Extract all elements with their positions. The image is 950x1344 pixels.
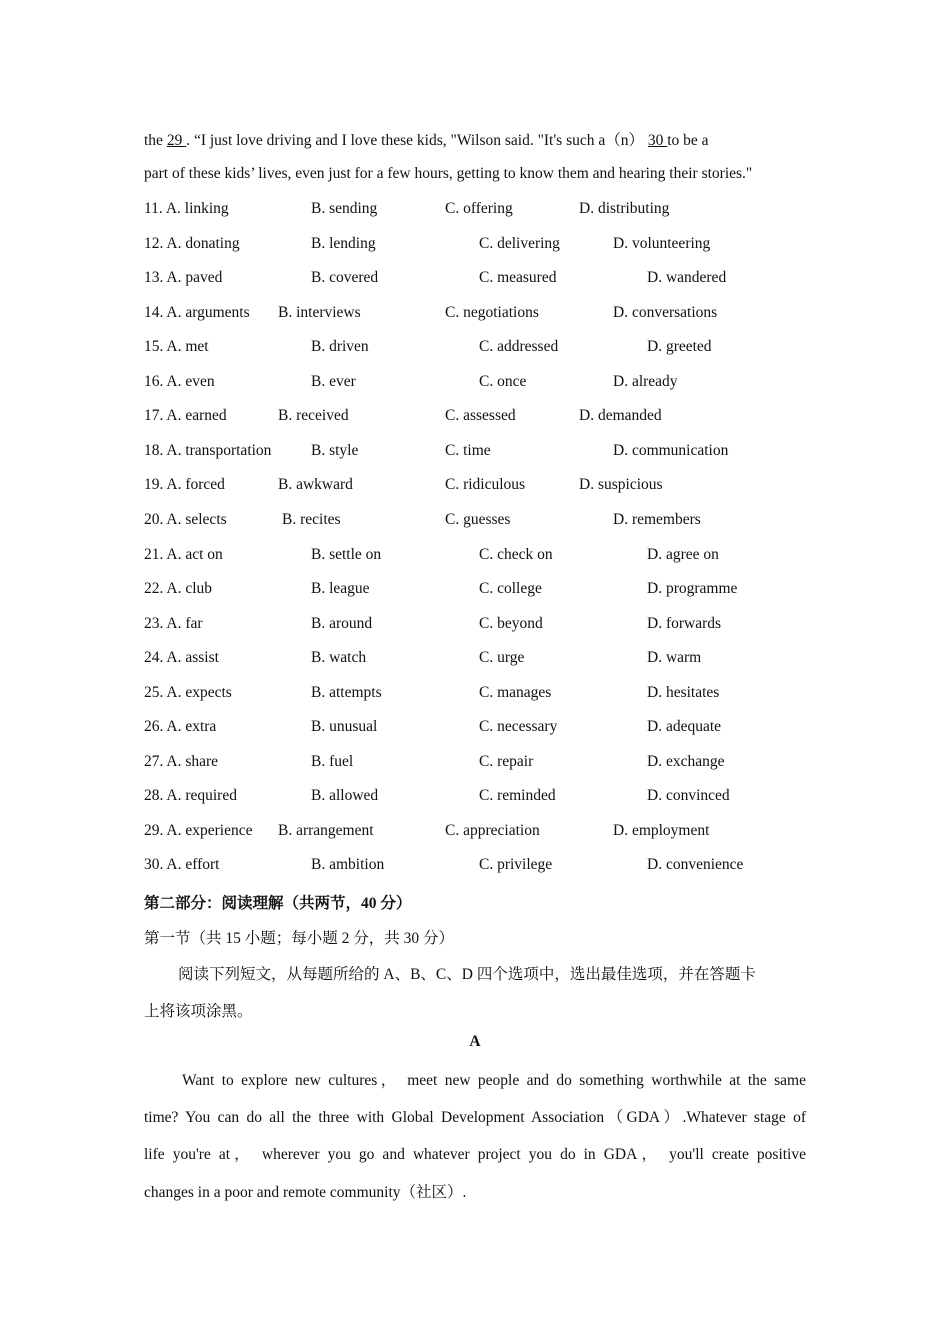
option-c: C. college — [479, 580, 542, 597]
question-11 — [144, 200, 824, 222]
option-d: D. convenience — [647, 856, 744, 873]
option-d: D. exchange — [647, 753, 725, 770]
option-d: D. distributing — [579, 200, 670, 217]
question-12 — [144, 235, 824, 257]
option-a: 21. A. act on — [144, 546, 223, 563]
question-15 — [144, 338, 824, 360]
option-c: C. reminded — [479, 787, 556, 804]
option-d: D. already — [613, 373, 678, 390]
option-c: C. check on — [479, 546, 553, 563]
option-c: C. ridiculous — [445, 476, 526, 493]
option-a: 23. A. far — [144, 615, 203, 632]
option-a: 25. A. expects — [144, 684, 232, 701]
question-16 — [144, 373, 824, 395]
option-d: D. agree on — [647, 546, 719, 563]
option-b: B. interviews — [278, 304, 361, 321]
text-fragment: . “I just love driving and I love these kids, "Wilson said. "It's such a（n） — [186, 132, 648, 149]
option-c: C. once — [479, 373, 527, 390]
option-b: B. recites — [282, 511, 341, 528]
option-b: B. arrangement — [278, 822, 374, 839]
option-d: D. forwards — [647, 615, 722, 632]
option-a: 14. A. arguments — [144, 304, 250, 321]
option-a: 24. A. assist — [144, 649, 219, 666]
option-d: D. communication — [613, 442, 729, 459]
option-a: 30. A. effort — [144, 856, 220, 873]
option-a: 19. A. forced — [144, 476, 225, 493]
option-a: 27. A. share — [144, 753, 219, 770]
option-c: C. beyond — [479, 615, 543, 632]
option-c: C. manages — [479, 684, 552, 701]
question-17 — [144, 407, 824, 429]
question-28 — [144, 787, 824, 809]
option-b: B. around — [311, 615, 373, 632]
option-d: D. wandered — [647, 269, 727, 286]
option-d: D. employment — [613, 822, 710, 839]
option-b: B. watch — [311, 649, 367, 666]
text-fragment: the — [144, 132, 167, 149]
option-c: C. addressed — [479, 338, 559, 355]
blank-30: 30 — [647, 132, 668, 149]
question-26 — [144, 718, 824, 740]
option-b: B. attempts — [311, 684, 382, 701]
question-19 — [144, 476, 824, 498]
question-21 — [144, 546, 824, 568]
option-d: D. suspicious — [579, 476, 663, 493]
option-c: C. appreciation — [445, 822, 540, 839]
question-25 — [144, 684, 824, 706]
option-a: 15. A. met — [144, 338, 209, 355]
question-23 — [144, 615, 824, 637]
question-14 — [144, 304, 824, 326]
option-b: B. league — [311, 580, 370, 597]
question-22 — [144, 580, 824, 602]
option-c: C. delivering — [479, 235, 560, 252]
option-c: C. privilege — [479, 856, 553, 873]
option-a: 22. A. club — [144, 580, 213, 597]
section-one-heading: 第一节（共 15 小题；每小题 2 分，共 30 分） — [144, 930, 455, 947]
option-b: B. received — [278, 407, 349, 424]
option-d: D. remembers — [613, 511, 701, 528]
option-b: B. fuel — [311, 753, 354, 770]
passage-a-line-4: changes in a poor and remote community（社区）. — [144, 1184, 467, 1201]
question-29 — [144, 822, 824, 844]
instruction-line-1: 阅读下列短文，从每题所给的 A、B、C、D 四个选项中，选出最佳选项，并在答题卡 — [178, 966, 756, 983]
option-b: B. style — [311, 442, 359, 459]
option-d: D. greeted — [647, 338, 712, 355]
option-a: 18. A. transportation — [144, 442, 272, 459]
option-c: C. guesses — [445, 511, 511, 528]
option-b: B. allowed — [311, 787, 379, 804]
option-a: 29. A. experience — [144, 822, 253, 839]
option-a: 13. A. paved — [144, 269, 223, 286]
option-a: 16. A. even — [144, 373, 215, 390]
question-13 — [144, 269, 824, 291]
option-a: 20. A. selects — [144, 511, 227, 528]
option-d: D. convinced — [647, 787, 730, 804]
option-b: B. covered — [311, 269, 379, 286]
option-a: 12. A. donating — [144, 235, 240, 252]
option-b: B. ever — [311, 373, 356, 390]
text-fragment: to be a — [667, 132, 709, 149]
passage-label: A — [469, 1033, 481, 1050]
option-a: 11. A. linking — [144, 200, 229, 217]
option-d: D. adequate — [647, 718, 722, 735]
option-b: B. settle on — [311, 546, 382, 563]
option-c: C. measured — [479, 269, 557, 286]
passage-tail-line-2: part of these kids’ lives, even just for a few hours, getting to know them and hearing their stories." — [144, 165, 753, 182]
question-20 — [144, 511, 824, 533]
option-b: B. lending — [311, 235, 376, 252]
option-a: 17. A. earned — [144, 407, 227, 424]
option-a: 26. A. extra — [144, 718, 217, 735]
passage-a-line-2: time? You can do all the three with Global Development Association（GDA）.Whatever stage of — [144, 1109, 806, 1126]
blank-29: 29 — [166, 132, 187, 149]
question-27 — [144, 753, 824, 775]
option-d: D. programme — [647, 580, 738, 597]
option-c: C. negotiations — [445, 304, 539, 321]
option-b: B. ambition — [311, 856, 385, 873]
option-d: D. volunteering — [613, 235, 711, 252]
option-c: C. necessary — [479, 718, 558, 735]
question-18 — [144, 442, 824, 464]
part-two-title: 第二部分：阅读理解（共两节，40 分） — [144, 895, 412, 912]
question-30 — [144, 856, 824, 878]
option-b: B. awkward — [278, 476, 353, 493]
option-c: C. offering — [445, 200, 513, 217]
option-d: D. hesitates — [647, 684, 720, 701]
option-c: C. urge — [479, 649, 525, 666]
option-a: 28. A. required — [144, 787, 237, 804]
question-24 — [144, 649, 824, 671]
option-b: B. unusual — [311, 718, 378, 735]
instruction-line-2: 上将该项涂黑。 — [144, 1003, 253, 1020]
option-c: C. repair — [479, 753, 534, 770]
option-b: B. sending — [311, 200, 378, 217]
option-b: B. driven — [311, 338, 369, 355]
option-d: D. warm — [647, 649, 702, 666]
passage-a-line-3: life you're at， wherever you go and whatever project you do in GDA， you'll create positive — [144, 1146, 806, 1163]
passage-a-line-1: Want to explore new cultures， meet new people and do something worthwhile at the same — [182, 1072, 806, 1089]
option-d: D. demanded — [579, 407, 662, 424]
passage-tail-line-1 — [144, 128, 709, 150]
option-c: C. time — [445, 442, 491, 459]
option-d: D. conversations — [613, 304, 718, 321]
option-c: C. assessed — [445, 407, 516, 424]
